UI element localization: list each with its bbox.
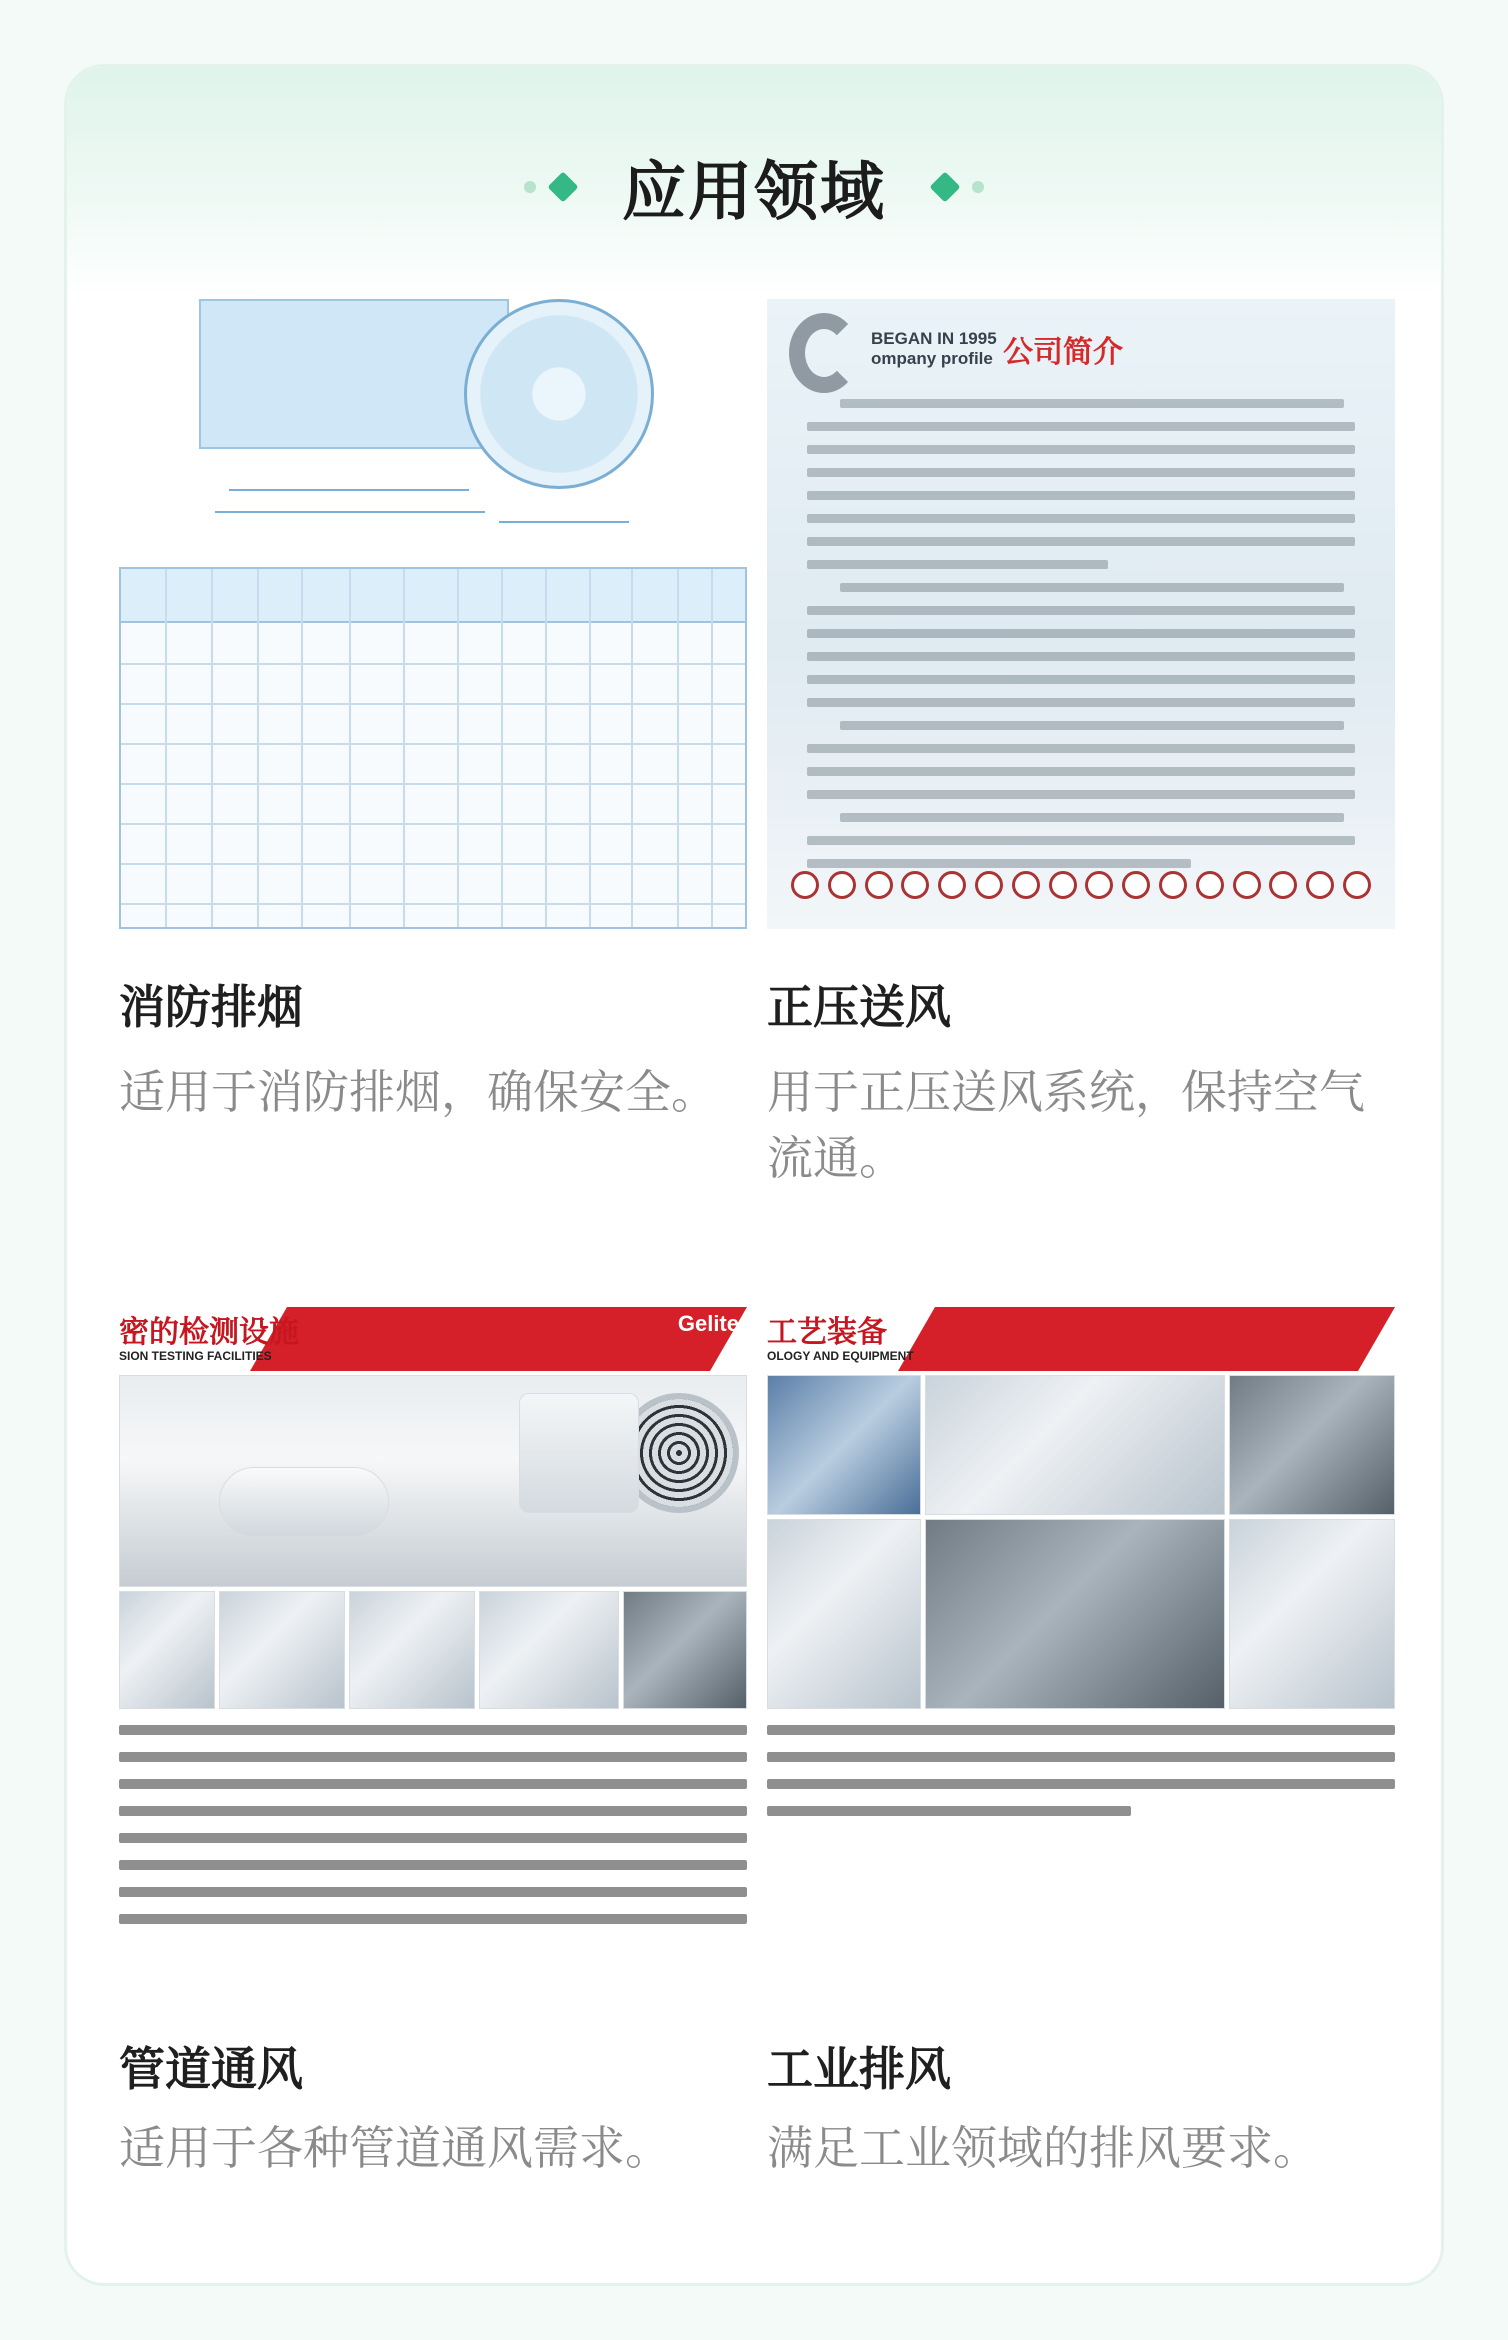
testing-subheading: SION TESTING FACILITIES — [119, 1349, 272, 1363]
profile-heading: 公司简介 — [1003, 335, 1123, 370]
item-description: 适用于消防排烟，确保安全。 — [119, 1065, 717, 1119]
testing-brand: Gelite — [677, 1311, 739, 1336]
testing-facility-image — [119, 1307, 747, 1931]
item-title: 管道通风 — [119, 2042, 303, 2096]
item-description: 满足工业领域的排风要求。 — [767, 2121, 1319, 2175]
equipment-text-lines — [767, 1725, 1395, 1833]
equipment-subheading: OLOGY AND EQUIPMENT — [767, 1349, 914, 1363]
section-header — [67, 127, 1441, 247]
item-description: 用于正压送风系统，保持空气流通。 — [767, 1065, 1365, 1185]
company-logo-icon — [789, 313, 859, 393]
profile-text-lines — [807, 399, 1355, 882]
application-card — [64, 64, 1444, 2286]
equipment-heading: 工艺装备 — [767, 1315, 887, 1350]
profile-began-text: BEGAN IN 1995 — [871, 329, 997, 348]
profile-sub-text: ompany profile — [871, 349, 993, 368]
testing-text-lines — [119, 1725, 747, 1931]
section-title: 应用领域 — [622, 156, 886, 230]
certification-logos — [791, 871, 1371, 899]
right-decoration — [926, 176, 992, 198]
testing-heading: 密的检测设施 — [119, 1315, 299, 1350]
company-profile-image — [767, 299, 1395, 929]
item-title: 工业排风 — [767, 2042, 951, 2096]
item-description: 适用于各种管道通风需求。 — [119, 2121, 671, 2175]
process-equipment-image — [767, 1307, 1395, 1931]
item-title: 消防排烟 — [119, 980, 303, 1034]
fan-drawing-image — [119, 299, 747, 929]
left-decoration — [516, 176, 582, 198]
item-title: 正压送风 — [767, 980, 951, 1034]
